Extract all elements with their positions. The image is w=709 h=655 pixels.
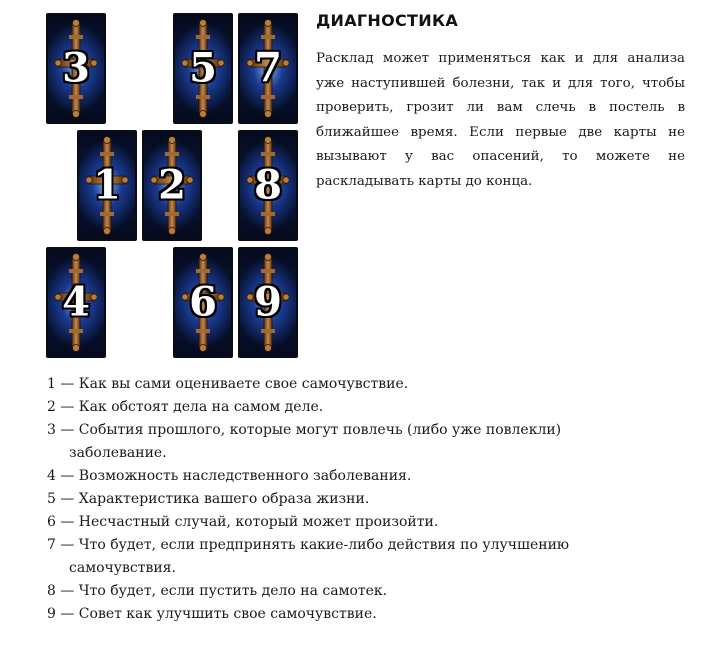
page-title: ДИАГНОСТИКА [316, 11, 459, 30]
tarot-card-position-4 [46, 247, 106, 358]
card-number: 7 [254, 44, 282, 92]
legend-item-6: 6 — Несчастный случай, который может произойти. [47, 514, 439, 530]
legend-item-3: 3 — События прошлого, которые могут повлечь (либо уже повлекли) заболевание. [47, 422, 562, 461]
legend-item-9: 9 — Совет как улучшить свое самочувствие. [47, 606, 377, 622]
tarot-card-position-2 [142, 130, 202, 241]
card-number: 4 [62, 278, 90, 326]
legend-item-2: 2 — Как обстоят дела на самом деле. [47, 399, 324, 415]
card-number: 3 [62, 44, 90, 92]
legend-item-8: 8 — Что будет, если пустить дело на самотек. [47, 583, 388, 599]
legend-item-7: 7 — Что будет, если предпринять какие-либо действия по улучшению самочувствия. [47, 537, 570, 576]
position-legend [47, 373, 647, 626]
card-number: 1 [93, 161, 121, 209]
tarot-card-position-1 [77, 130, 137, 241]
legend-item-5: 5 — Характеристика вашего образа жизни. [47, 491, 370, 507]
card-number: 9 [254, 278, 282, 326]
card-number: 5 [189, 44, 217, 92]
legend-item-1: 1 — Как вы сами оцениваете свое самочувствие. [47, 376, 409, 392]
tarot-card-position-3 [46, 13, 106, 124]
tarot-card-position-6 [173, 247, 233, 358]
tarot-card-position-5 [173, 13, 233, 124]
tarot-card-position-9 [238, 247, 298, 358]
legend-item-4: 4 — Возможность наследственного заболевания. [47, 468, 412, 484]
card-number: 8 [254, 161, 282, 209]
card-number: 6 [189, 278, 217, 326]
tarot-card-position-7 [238, 13, 298, 124]
intro-paragraph: Расклад может применяться как и для анализа уже наступившей болезни, так и для того, чтобы проверить, грозит ли вам слечь в постель в ближайшее время. Если первые две карты не вызывают у вас опасений, то можете не раскладывать карты до конца. [316, 51, 685, 189]
tarot-card-position-8 [238, 130, 298, 241]
card-number: 2 [158, 161, 186, 209]
